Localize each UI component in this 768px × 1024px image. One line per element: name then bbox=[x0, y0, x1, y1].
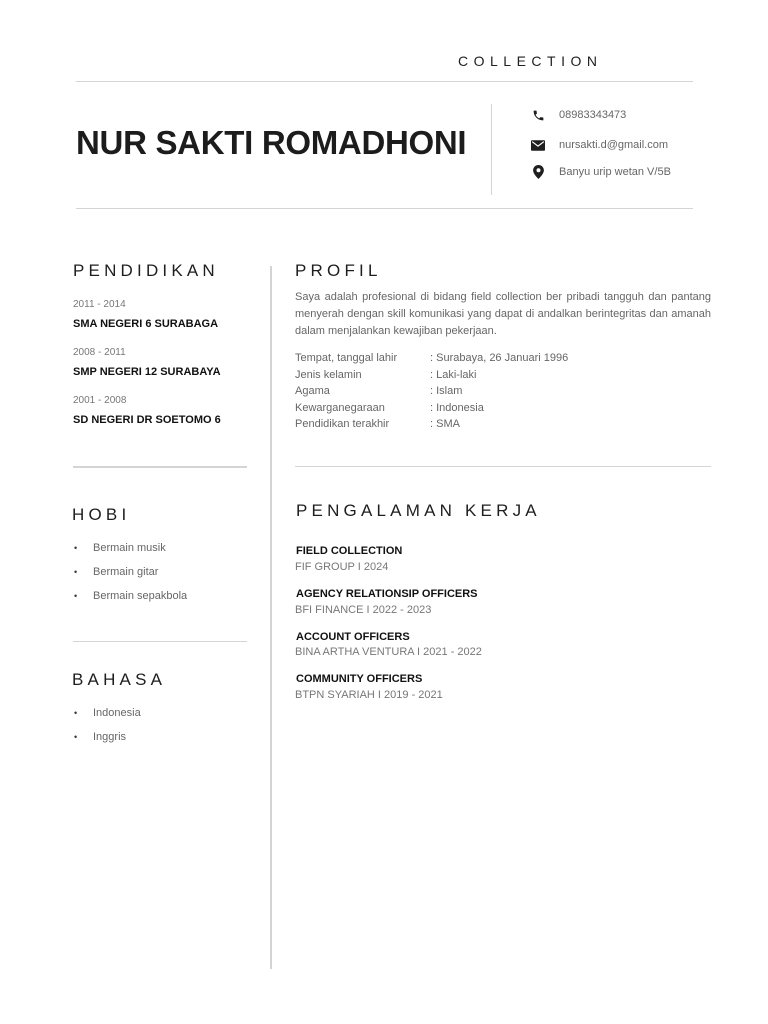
education-years: 2008 - 2011 bbox=[73, 347, 126, 358]
profile-divider bbox=[295, 466, 711, 467]
list-item bbox=[73, 701, 141, 725]
hobby-text: Bermain gitar bbox=[93, 566, 159, 578]
detail-label: Tempat, tanggal lahir bbox=[295, 352, 398, 364]
detail-value: : SMA bbox=[430, 418, 460, 431]
education-school: SMP NEGERI 12 SURABAYA bbox=[73, 366, 221, 378]
hobbies-divider bbox=[73, 641, 247, 642]
list-item bbox=[73, 560, 187, 584]
hobby-text: Bermain sepakbola bbox=[93, 590, 188, 602]
experience-heading: PENGALAMAN KERJA bbox=[296, 501, 541, 520]
bullet-icon: • bbox=[74, 708, 78, 718]
bullet-icon: • bbox=[74, 732, 78, 742]
header-vertical-divider bbox=[491, 104, 492, 195]
detail-value: : Laki-laki bbox=[430, 368, 477, 381]
header-top-divider bbox=[76, 81, 693, 82]
contact-email-text: nursakti.d@gmail.com bbox=[559, 139, 668, 151]
detail-value: : Islam bbox=[430, 385, 463, 398]
envelope-icon bbox=[530, 137, 546, 153]
detail-value: : Indonesia bbox=[430, 401, 484, 414]
hobbies-heading: HOBI bbox=[72, 505, 131, 524]
detail-row bbox=[295, 385, 568, 402]
detail-label: Pendidikan terakhir bbox=[295, 418, 390, 431]
job-company: BFI FINANCE I 2022 - 2023 bbox=[295, 604, 432, 616]
languages-list bbox=[73, 701, 141, 749]
bullet-icon: • bbox=[74, 567, 78, 577]
hobbies-list bbox=[73, 536, 187, 608]
detail-label: Kewarganegaraan bbox=[295, 401, 385, 414]
profile-summary: Saya adalah profesional di bidang field collection ber pribadi tangguh dan pantang menyerah dengan skill komunikasi yang dapat di andalkan berintegritas dan amanah dalam menjalankan kewajiban pekerjaan. bbox=[295, 291, 711, 337]
collection-label: COLLECTION bbox=[458, 53, 603, 69]
language-text: Indonesia bbox=[93, 707, 141, 719]
education-school: SD NEGERI DR SOETOMO 6 bbox=[73, 414, 221, 426]
hobby-text: Bermain musik bbox=[93, 542, 166, 554]
phone-icon bbox=[530, 107, 546, 123]
contact-address bbox=[530, 164, 671, 180]
list-item bbox=[73, 536, 187, 560]
header-bottom-divider bbox=[76, 208, 693, 209]
education-divider bbox=[73, 466, 247, 468]
job-position: COMMUNITY OFFICERS bbox=[296, 673, 423, 685]
detail-row bbox=[295, 369, 568, 386]
bullet-icon: • bbox=[74, 543, 78, 553]
map-pin-icon bbox=[530, 164, 546, 180]
education-heading: PENDIDIKAN bbox=[73, 261, 219, 280]
job-position: ACCOUNT OFFICERS bbox=[296, 631, 410, 643]
detail-row bbox=[295, 352, 568, 369]
job-position: FIELD COLLECTION bbox=[296, 545, 403, 557]
education-school: SMA NEGERI 6 SURABAGA bbox=[73, 318, 219, 330]
list-item bbox=[73, 725, 141, 749]
contact-phone bbox=[530, 107, 626, 123]
detail-row bbox=[295, 402, 568, 419]
page-title: NUR SAKTI ROMADHONI bbox=[76, 124, 467, 161]
education-years: 2011 - 2014 bbox=[73, 299, 126, 310]
language-text: Inggris bbox=[93, 731, 127, 743]
job-company: FIF GROUP I 2024 bbox=[295, 561, 389, 573]
detail-value: : Surabaya, 26 Januari 1996 bbox=[430, 352, 569, 364]
detail-row bbox=[295, 418, 568, 435]
education-years: 2001 - 2008 bbox=[73, 395, 127, 406]
detail-label: Jenis kelamin bbox=[295, 368, 362, 381]
contact-phone-text: 08983343473 bbox=[559, 109, 627, 121]
detail-label: Agama bbox=[295, 385, 330, 398]
job-company: BINA ARTHA VENTURA I 2021 - 2022 bbox=[295, 646, 482, 658]
languages-heading: BAHASA bbox=[72, 670, 167, 689]
profile-heading: PROFIL bbox=[295, 261, 382, 280]
bullet-icon: • bbox=[74, 591, 78, 601]
contact-email bbox=[530, 137, 668, 153]
job-position: AGENCY RELATIONSIP OFFICERS bbox=[296, 588, 478, 600]
contact-address-text: Banyu urip wetan V/5B bbox=[559, 166, 671, 178]
personal-details bbox=[295, 352, 568, 435]
job-company: BTPN SYARIAH I 2019 - 2021 bbox=[295, 689, 443, 701]
list-item bbox=[73, 584, 187, 608]
column-divider bbox=[270, 266, 272, 969]
